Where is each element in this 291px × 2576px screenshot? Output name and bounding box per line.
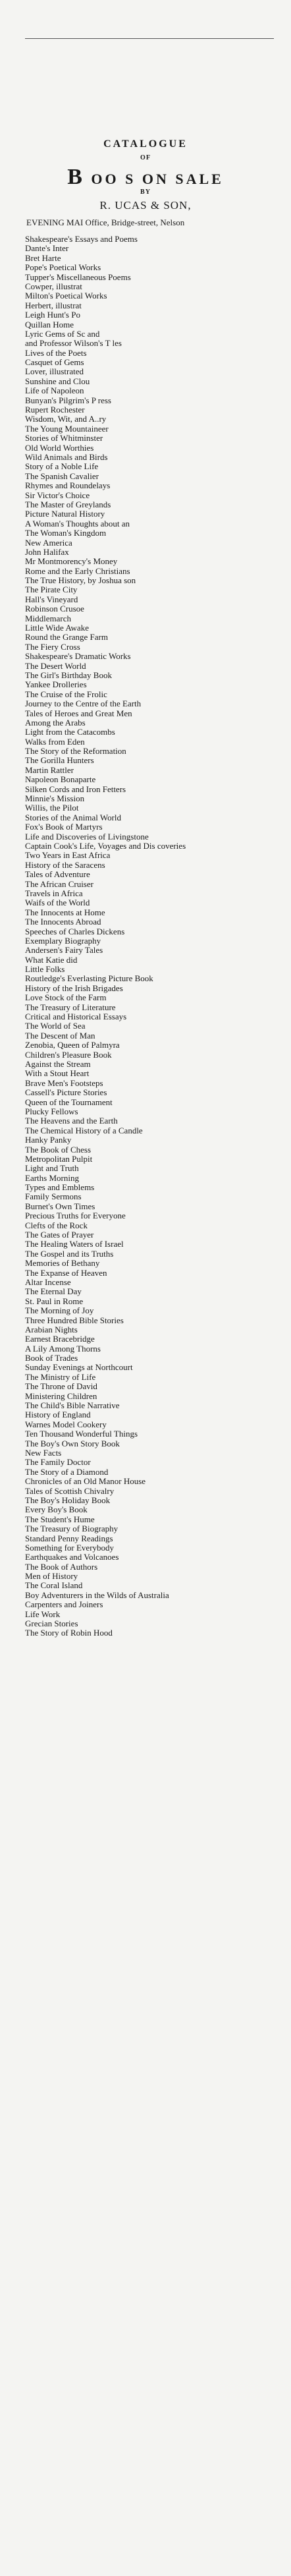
- book-item: The Descent of Man: [25, 1030, 95, 1041]
- book-item: Life of Napoleon: [25, 386, 84, 396]
- book-item: The Treasury of Biography: [25, 1524, 119, 1534]
- book-item: Hall's Vineyard: [25, 594, 78, 604]
- book-item: Plucky Fellows: [25, 1106, 78, 1116]
- book-item: Waifs of the World: [25, 898, 90, 908]
- book-item: Arabian Nights: [25, 1324, 78, 1334]
- book-item: Herbert, illustrat: [25, 300, 82, 310]
- book-item: Walks from Eden: [25, 736, 85, 747]
- book-item: Precious Truths for Everyone: [25, 1211, 126, 1221]
- book-item: and Professor Wilson's T les: [25, 338, 122, 349]
- book-item: The Gates of Prayer: [25, 1230, 94, 1240]
- book-item: Routledge's Everlasting Picture Book: [25, 973, 153, 984]
- seller-name: R. UCAS & SON,: [99, 199, 192, 212]
- book-item: Earnest Bracebridge: [25, 1334, 95, 1344]
- book-item: The Morning of Joy: [25, 1305, 94, 1316]
- book-item: Two Years in East Africa: [25, 850, 111, 861]
- book-item: The Story of a Diamond: [25, 1466, 109, 1477]
- book-list: [25, 235, 282, 1638]
- book-item: What Katie did: [25, 954, 78, 965]
- book-item: Memories of Bethany: [25, 1258, 100, 1269]
- book-item: Burnet's Own Times: [25, 1201, 95, 1211]
- book-item: Earths Morning: [25, 1172, 79, 1183]
- book-item: Silken Cords and Iron Fetters: [25, 784, 126, 794]
- book-item: Middlemarch: [25, 613, 72, 623]
- title-initial: B: [67, 165, 85, 189]
- book-item: Critical and Historical Essays: [25, 1012, 127, 1022]
- book-item: Lover, illustrated: [25, 366, 84, 377]
- book-item: Shakespeare's Dramatic Works: [25, 651, 131, 662]
- book-item: Tales of Heroes and Great Men: [25, 708, 132, 718]
- top-rule: [25, 38, 274, 39]
- book-item: New America: [25, 537, 72, 548]
- book-item: A Lily Among Thorns: [25, 1343, 101, 1354]
- book-item: The Child's Bible Narrative: [25, 1400, 120, 1411]
- book-item: Brave Men's Footsteps: [25, 1077, 103, 1088]
- book-item: With a Stout Heart: [25, 1068, 90, 1079]
- book-item: Leigh Hunt's Po: [25, 310, 80, 320]
- by-label: BY: [140, 188, 151, 196]
- book-item: The True History, by Joshua son: [25, 575, 136, 586]
- book-item: The Story of Robin Hood: [25, 1628, 113, 1638]
- book-item: Rhymes and Roundelays: [25, 480, 111, 491]
- book-item: Mr Montmorency's Money: [25, 556, 118, 567]
- book-item: Clefts of the Rock: [25, 1220, 88, 1230]
- book-item: Zenobia, Queen of Palmyra: [25, 1040, 120, 1050]
- book-item: Dante's Inter: [25, 243, 69, 254]
- book-item: Lyric Gems of Sc and: [25, 328, 100, 339]
- books-on-sale-title: [0, 166, 291, 188]
- book-item: Speeches of Charles Dickens: [25, 926, 125, 936]
- book-item: Round the Grange Farm: [25, 632, 109, 643]
- book-item: A Woman's Thoughts about an: [25, 518, 130, 529]
- book-item: Bunyan's Pilgrim's P ress: [25, 395, 111, 405]
- book-item: Old World Worthies: [25, 442, 94, 453]
- book-item: Ten Thousand Wonderful Things: [25, 1429, 138, 1439]
- book-item: History of England: [25, 1410, 91, 1420]
- book-item: Life Work: [25, 1609, 61, 1619]
- book-item: The Student's Hume: [25, 1514, 95, 1524]
- book-item: John Halifax: [25, 546, 69, 557]
- book-item: Light and Truth: [25, 1163, 79, 1174]
- book-item: Napoleon Bonaparte: [25, 774, 96, 785]
- book-item: Grecian Stories: [25, 1618, 78, 1629]
- book-item: Something for Everybody: [25, 1542, 115, 1553]
- book-item: The Eternal Day: [25, 1286, 82, 1297]
- book-item: Standard Penny Readings: [25, 1533, 113, 1543]
- book-item: The Heavens and the Earth: [25, 1116, 118, 1126]
- book-item: The Ministry of Life: [25, 1371, 96, 1382]
- book-item: Yankee Drolleries: [25, 679, 87, 690]
- book-item: The Expanse of Heaven: [25, 1267, 107, 1278]
- book-item: The Gospel and its Truths: [25, 1248, 114, 1259]
- book-item: The Throne of David: [25, 1381, 97, 1392]
- book-item: The World of Sea: [25, 1021, 86, 1031]
- book-item: Types and Emblems: [25, 1182, 95, 1193]
- book-item: Ministering Children: [25, 1390, 97, 1401]
- book-item: The African Cruiser: [25, 878, 93, 889]
- book-item: Life and Discoveries of Livingstone: [25, 831, 149, 842]
- book-item: Three Hundred Bible Stories: [25, 1315, 124, 1325]
- book-item: Queen of the Tournament: [25, 1097, 113, 1107]
- book-item: Little Wide Awake: [25, 623, 89, 633]
- book-item: The Cruise of the Frolic: [25, 689, 107, 699]
- book-item: The Book of Chess: [25, 1144, 92, 1155]
- book-item: The Book of Authors: [25, 1561, 98, 1572]
- book-item: The Chemical History of a Candle: [25, 1125, 143, 1135]
- book-item: Lives of the Poets: [25, 347, 87, 358]
- book-item: Earthquakes and Volcanoes: [25, 1552, 119, 1562]
- book-item: Rupert Rochester: [25, 405, 85, 415]
- book-item: Stories of Whitminster: [25, 433, 103, 444]
- seller-address: EVENING MAI Office, Bridge-street, Nelson: [26, 217, 185, 227]
- book-item: The Pirate City: [25, 585, 78, 595]
- book-item: Against the Stream: [25, 1058, 91, 1069]
- book-item: The Healing Waters of Israel: [25, 1239, 124, 1249]
- book-item: Wild Animals and Birds: [25, 451, 108, 462]
- book-item: Shakespeare's Essays and Poems: [25, 234, 138, 244]
- book-item: Hanky Panky: [25, 1135, 72, 1145]
- book-item: Story of a Noble Life: [25, 461, 99, 472]
- book-item: St. Paul in Rome: [25, 1296, 84, 1306]
- book-item: Casquet of Gems: [25, 357, 84, 368]
- book-item: New Facts: [25, 1448, 62, 1458]
- book-item: The Innocents at Home: [25, 907, 105, 917]
- book-item: Martin Rattler: [25, 764, 74, 775]
- book-item: Picture Natural History: [25, 509, 105, 519]
- book-item: The Fiery Cross: [25, 641, 80, 652]
- book-item: Fox's Book of Martyrs: [25, 822, 103, 832]
- book-item: Pope's Poetical Works: [25, 262, 101, 273]
- book-item: Book of Trades: [25, 1353, 78, 1363]
- book-item: Quillan Home: [25, 319, 74, 329]
- book-item: Travels in Africa: [25, 888, 83, 898]
- book-item: Bret Harte: [25, 252, 61, 263]
- book-item: Boy Adventurers in the Wilds of Australia: [25, 1589, 169, 1600]
- book-item: Milton's Poetical Works: [25, 291, 107, 301]
- book-item: The Innocents Abroad: [25, 917, 101, 927]
- book-item: Captain Cook's Life, Voyages and Dis coveries: [25, 841, 186, 851]
- book-item: The Family Doctor: [25, 1457, 91, 1468]
- book-item: History of the Irish Brigades: [25, 983, 123, 993]
- book-item: Andersen's Fairy Tales: [25, 945, 103, 956]
- book-item: The Coral Island: [25, 1580, 83, 1591]
- book-item: Love Stock of the Farm: [25, 992, 107, 1003]
- book-item: Carpenters and Joiners: [25, 1599, 103, 1610]
- book-item: History of the Saracens: [25, 859, 105, 870]
- book-item: Minnie's Mission: [25, 793, 85, 804]
- book-item: The Desert World: [25, 660, 86, 671]
- book-item: The Girl's Birthday Book: [25, 670, 112, 680]
- book-item: Metropolitan Pulpit: [25, 1153, 93, 1164]
- book-item: Tales of Adventure: [25, 869, 90, 880]
- book-item: Sunshine and Clou: [25, 376, 90, 386]
- book-item: Tales of Scottish Chivalry: [25, 1485, 115, 1496]
- book-item: The Boy's Own Story Book: [25, 1438, 120, 1448]
- book-item: The Treasury of Literature: [25, 1002, 116, 1012]
- book-item: Cowper, illustrat: [25, 281, 82, 291]
- book-item: The Boy's Holiday Book: [25, 1495, 111, 1505]
- book-item: Rome and the Early Christians: [25, 565, 130, 576]
- book-item: Men of History: [25, 1571, 78, 1582]
- title-rest: OO S ON SALE: [91, 171, 224, 187]
- book-item: Exemplary Biography: [25, 935, 101, 946]
- book-item: Every Boy's Book: [25, 1504, 88, 1515]
- book-item: Stories of the Animal World: [25, 812, 122, 822]
- book-item: The Spanish Cavalier: [25, 471, 99, 481]
- book-item: The Gorilla Hunters: [25, 755, 94, 766]
- book-item: Children's Pleasure Book: [25, 1049, 112, 1060]
- book-item: Willis, the Pilot: [25, 803, 79, 813]
- book-item: The Master of Greylands: [25, 499, 111, 509]
- book-item: Little Folks: [25, 964, 65, 975]
- book-item: Chronicles of an Old Manor House: [25, 1476, 146, 1487]
- book-item: The Young Mountaineer: [25, 423, 109, 434]
- book-item: Warnes Model Cookery: [25, 1419, 107, 1429]
- book-item: Family Sermons: [25, 1191, 82, 1202]
- book-item: Cassell's Picture Stories: [25, 1087, 107, 1098]
- book-item: The Woman's Kingdom: [25, 528, 107, 538]
- catalogue-heading: CATALOGUE: [103, 138, 188, 150]
- book-item: Wisdom, Wit, and A..ry: [25, 414, 107, 424]
- book-item: The Story of the Reformation: [25, 746, 126, 757]
- book-item: Tupper's Miscellaneous Poems: [25, 272, 131, 282]
- book-item: Light from the Catacombs: [25, 727, 115, 737]
- book-item: Sir Victor's Choice: [25, 490, 90, 500]
- book-item: Altar Incense: [25, 1276, 71, 1287]
- of-label: OF: [140, 154, 151, 161]
- book-item: Journey to the Centre of the Earth: [25, 699, 142, 709]
- book-item: Among the Arabs: [25, 717, 86, 728]
- book-item: Sunday Evenings at Northcourt: [25, 1362, 133, 1373]
- book-item: Robinson Crusoe: [25, 604, 84, 614]
